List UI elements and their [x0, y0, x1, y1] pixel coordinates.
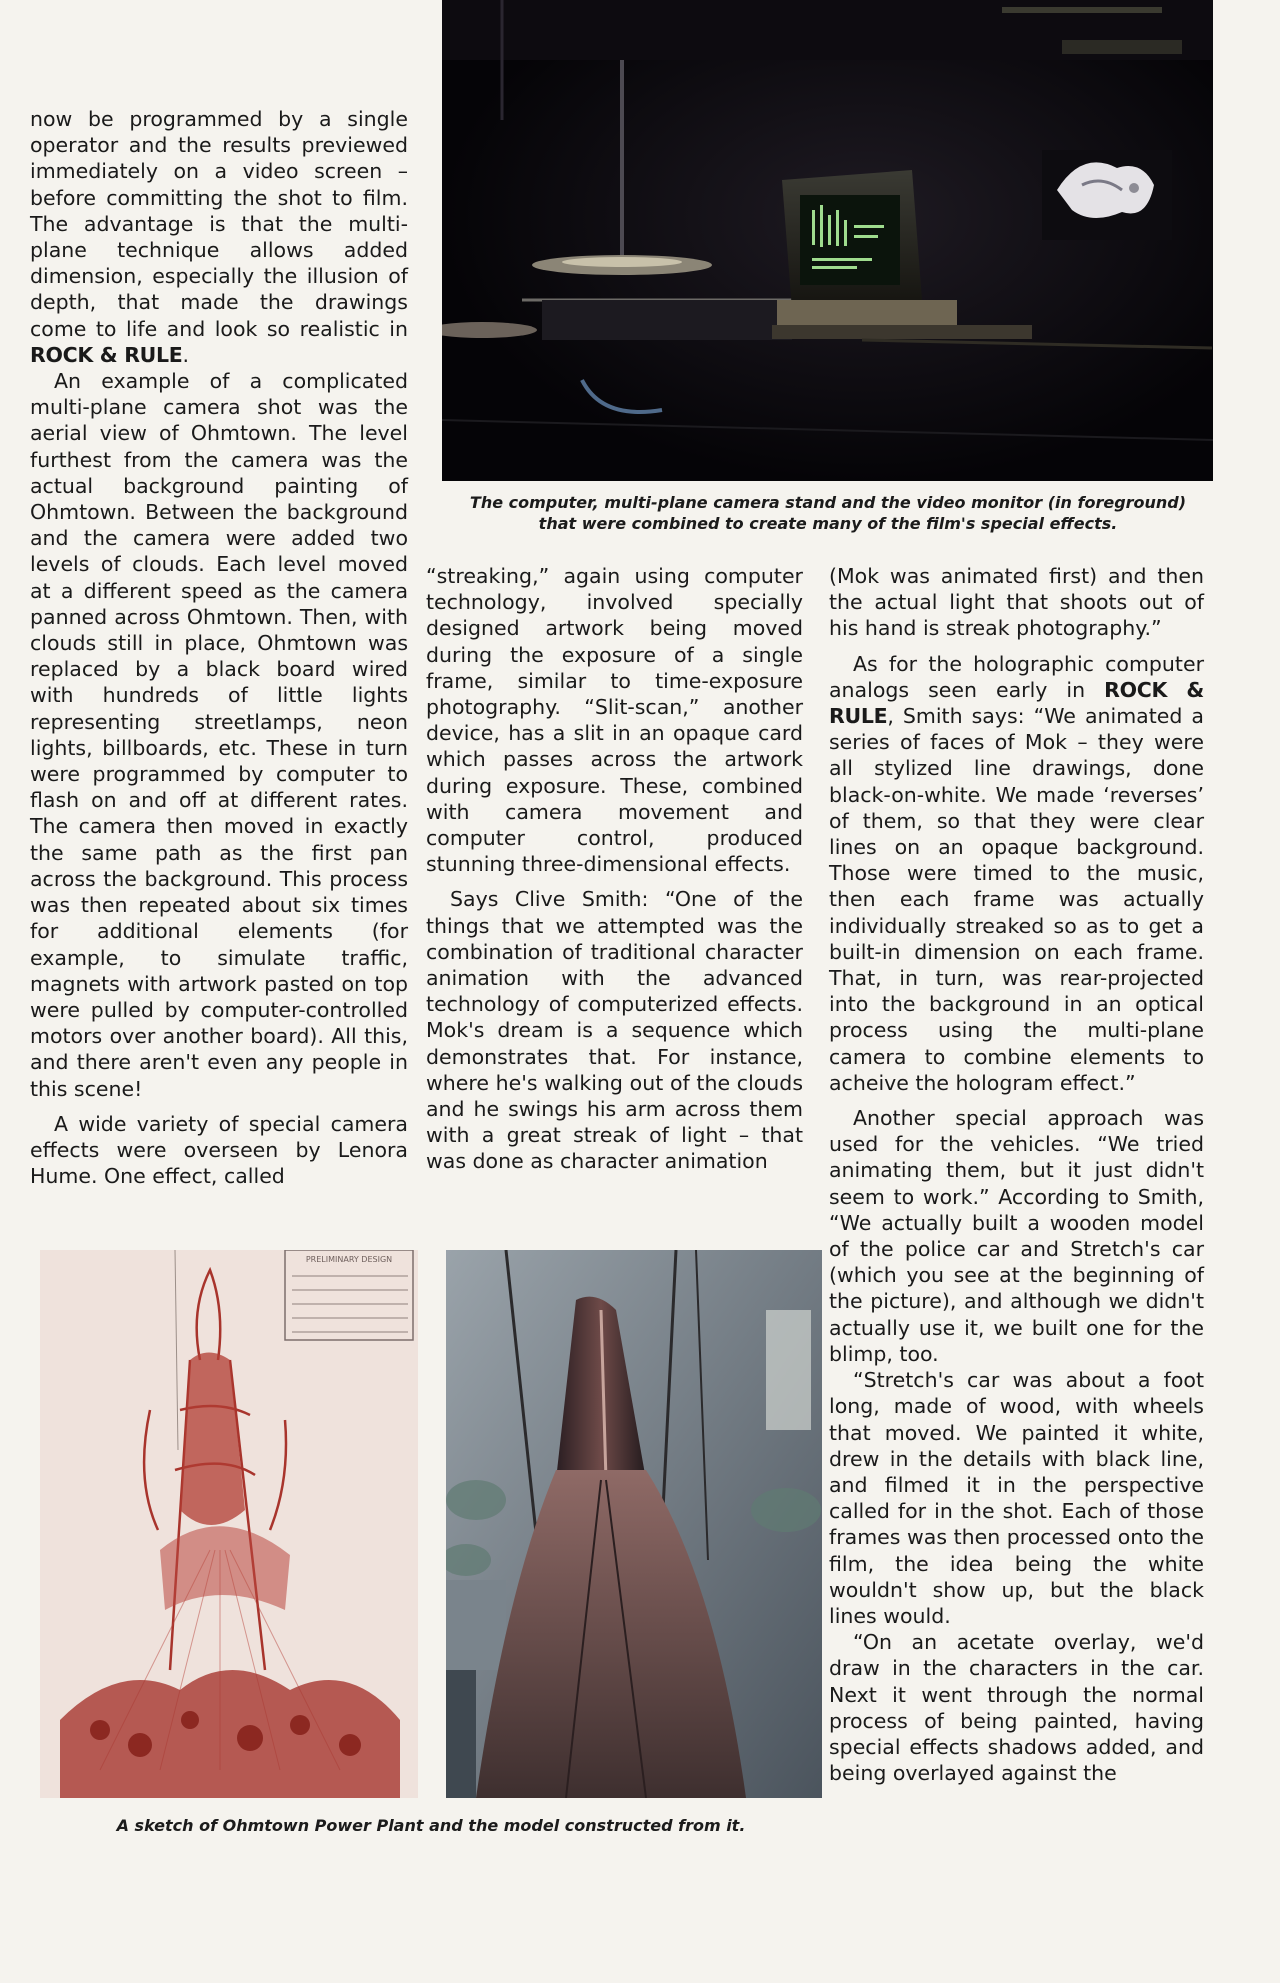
column3-paragraph-3: Another special approach was used for the vehicles. “We tried animating them, but it just didn't seem to work.” According to Smith, “We actually built a wooden model of the police car and Stretch's car (which you see at the beginning of the picture), and although we didn't actually use it, we built one for the blimp, too. [829, 1106, 1204, 1366]
column3-paragraph-1: (Mok was animated first) and then the actual light that shoots out of his hand is streak photography.” [829, 564, 1204, 641]
column1-paragraph-2: An example of a complicated multi-plane camera shot was the aerial view of Ohmtown. The level furthest from the camera was the actual background painting of Ohmtown. Between the background and the camera were added two levels of clouds. Each level moved at a different speed as the camera panned across Ohmtown. Then, with clouds still in place, Ohmtown was replaced by a black board wired with hundreds of little lights representing streetlamps, neon lights, billboards, etc. These in turn were programmed by computer to flash on and off at different rates. The camera then moved in exactly the same path as the first pan across the background. This process was then repeated about six times for additional elements (for example, to simulate traffic, magnets with artwork pasted on top were pulled by computer-controlled motors over another board). All this, and there aren't even any people in this scene! [30, 369, 408, 1101]
column1-paragraph-3: A wide variety of special camera effects were overseen by Lenora Hume. One effect, called [30, 1111, 408, 1189]
column1-paragraph-1: now be programmed by a single operator and the results previewed immediately on a video screen – before committing the shot to film. The advantage is that the multi-plane technique allows added dimension, especially the illusion of depth, that made the drawings come to life and look so realistic in ROCK & RULE. [30, 107, 408, 367]
article-column-2 [426, 563, 803, 1175]
column2-paragraph-1: “streaking,” again using computer technology, involved specially designed artwork being moved during the exposure of a single frame, similar to time-exposure photography. “Slit-scan,” another device, has a slit in an opaque card which passes across the artwork during exposure. These, combined with camera movement and computer control, produced stunning three-dimensional effects. [426, 564, 803, 877]
article-column-1 [30, 106, 408, 1189]
column2-paragraph-2: Says Clive Smith: “One of the things that we attempted was the combination of traditional character animation with the advanced technology of computerized effects. Mok's dream is a sequence which demonstrates that. For instance, where he's walking out of the clouds and he swings his arm across them with a great streak of light – that was done as character animation [426, 887, 803, 1174]
power-plant-sketch [40, 1250, 418, 1798]
rock-and-rule-title: ROCK & RULE [829, 677, 1204, 729]
column3-paragraph-4: “Stretch's car was about a foot long, made of wood, with wheels that moved. We painted it white, drew in the details with black line, and filmed it in the perspective called for in the shot. Each of those frames was then processed onto the film, the idea being the white wouldn't show up, but the black lines would. [829, 1368, 1204, 1628]
column3-paragraph-2: As for the holographic computer analogs seen early in ROCK & RULE, Smith says: “We animated a series of faces of Mok – they were all stylized line drawings, done black-on-white. We made ‘reverses’ of them, so that they were clear lines on an opaque background. Those were timed to the music, then each frame was actually individually streaked so as to get a built-in dimension on each frame. That, in turn, was rear-projected into the background in an optical process using the multi-plane camera to combine elements to acheive the hologram effect.” [829, 651, 1204, 1095]
article-column-3 [829, 563, 1204, 1786]
top-photo-caption: The computer, multi-plane camera stand and the video monitor (in foreground) that were combined to create many of the film's special effects. [469, 493, 1187, 533]
column3-paragraph-5: “On an acetate overlay, we'd draw in the characters in the car. Next it went through the normal process of being painted, having special effects shadows added, and being overlayed against the [829, 1630, 1204, 1786]
power-plant-model-photo [446, 1250, 822, 1798]
bottom-photos-caption: A sketch of Ohmtown Power Plant and the model constructed from it. [116, 1816, 746, 1835]
computer-camera-photo [442, 0, 1213, 481]
rock-and-rule-title: ROCK & RULE [30, 342, 183, 367]
sketch-stamp-header: PRELIMINARY DESIGN [305, 1255, 393, 1264]
